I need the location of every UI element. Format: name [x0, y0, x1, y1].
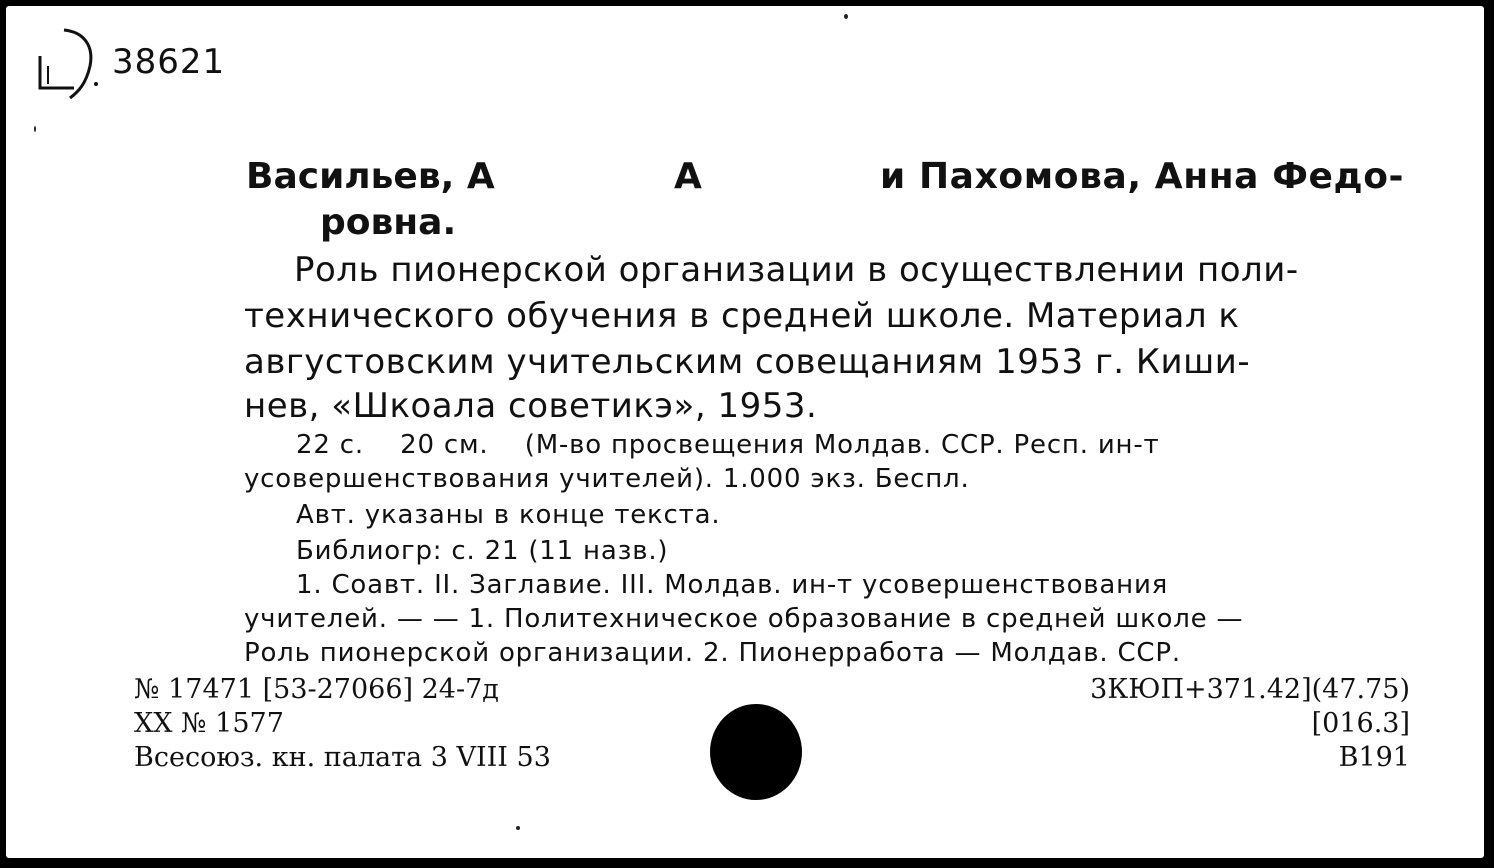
speck	[516, 826, 520, 830]
note-bibliography: Библиогр: с. 21 (11 назв.)	[296, 536, 669, 566]
speck	[34, 126, 36, 132]
bracket-scribble-icon	[34, 26, 114, 106]
title-line-3: августовским учительским совещаниям 1953 г. Киши-	[244, 342, 1251, 382]
footer-cutter: В191	[1338, 742, 1410, 773]
title-line-2: технического обучения в средней школе. Материал к	[244, 296, 1240, 336]
author-initial: А	[674, 156, 702, 197]
title-line-4: нев, «Шкоала советикэ», 1953.	[244, 386, 818, 426]
footer-chamber: Всесоюз. кн. палата 3 VIII 53	[134, 742, 551, 773]
coauthor-line: и Пахомова, Анна Федо-	[880, 156, 1405, 197]
collation-line-1: 22 с. 20 см. (М-во просвещения Молдав. ССР. Респ. ин-т	[296, 430, 1160, 460]
author-surname: Васильев, А	[246, 156, 495, 197]
coauthor-continuation: ровна.	[320, 202, 457, 243]
handwritten-mark	[34, 26, 254, 106]
footer-record-number: № 17471 [53-27066] 24-7д	[134, 674, 499, 705]
note-authors: Авт. указаны в конце текста.	[296, 500, 721, 530]
footer-series-number: XX № 1577	[134, 708, 284, 739]
catalog-card	[6, 6, 1484, 858]
footer-subclass: [016.3]	[1311, 708, 1410, 739]
tracing-line-3: Роль пионерской организации. 2. Пионерработа — Молдав. ССР.	[244, 638, 1181, 668]
collation-line-2: усовершенствования учителей). 1.000 экз. Беспл.	[244, 464, 970, 494]
speck	[844, 14, 848, 19]
punch-hole	[710, 704, 802, 800]
footer-classification: 3КЮП+371.42](47.75)	[1090, 674, 1410, 705]
title-line-1: Роль пионерской организации в осуществлении поли-	[294, 250, 1299, 290]
catalog-mark: 38621	[112, 42, 226, 82]
tracing-line-1: 1. Соавт. II. Заглавие. III. Молдав. ин-т усовершенствования	[296, 570, 1169, 600]
tracing-line-2: учителей. — — 1. Политехническое образование в средней школе —	[244, 604, 1244, 634]
